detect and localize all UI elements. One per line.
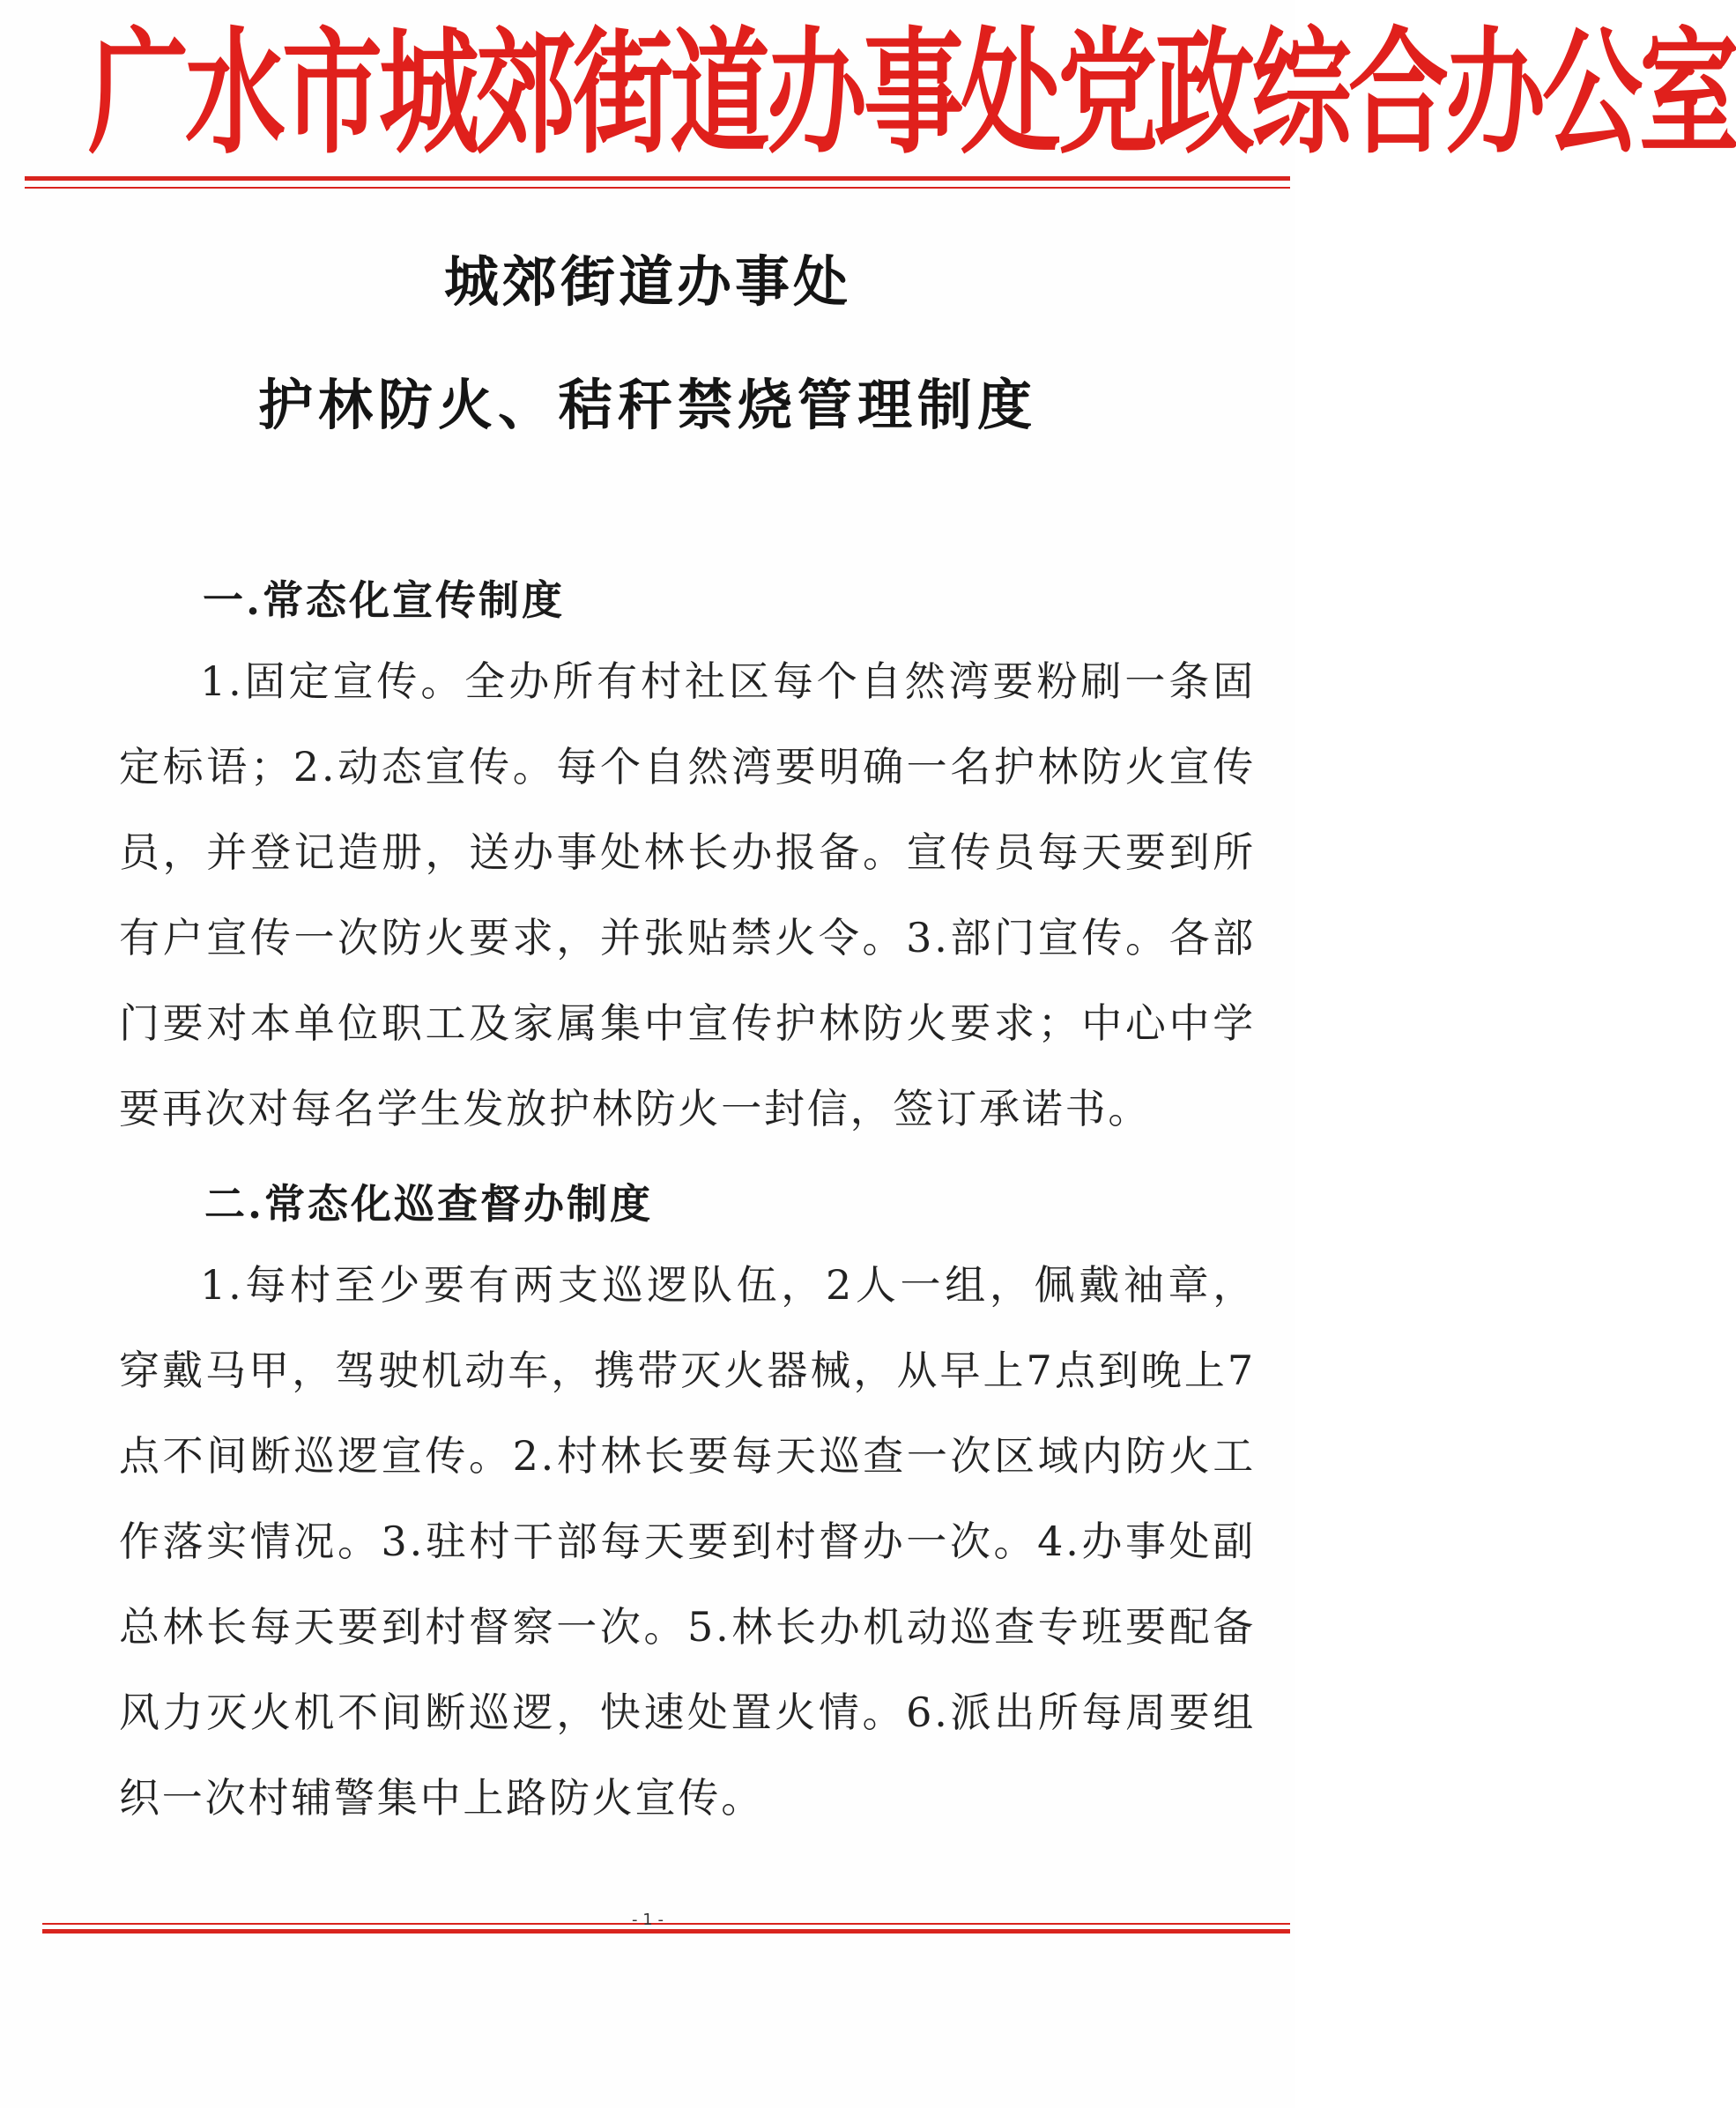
document-title-line1: 城郊街道办事处 bbox=[443, 249, 851, 314]
footer-red-rule-thick bbox=[42, 1929, 1290, 1934]
letterhead-red-rule-thin bbox=[25, 187, 1290, 189]
document-title-line2: 护林防火、秸秆禁烧管理制度 bbox=[257, 373, 1037, 437]
letterhead-red-rule-thick bbox=[25, 176, 1290, 181]
section-body-patrol: 1.每村至少要有两支巡逻队伍，2人一组，佩戴袖章，穿戴马甲，驾驶机动车，携带灭火器械，从早上7点到晚上7点不间断巡逻宣传。2.村林长要每天巡查一次区域内防火工作落实情况。3.驻村干部每天要到村督办一次。4.办事处副总林长每天要到村督察一次。5.林长办机动巡查专班要配备风力灭火机不间断巡逻，快速处置火情。6.派出所每周要组织一次村辅警集中上路防火宣传。 bbox=[119, 1261, 1256, 1822]
letterhead-title: 广水市城郊街道办事处党政综合办公室 bbox=[88, 12, 1736, 173]
page-number: - 1 - bbox=[632, 1911, 664, 1929]
section-body-publicity: 1.固定宣传。全办所有村社区每个自然湾要粉刷一条固定标语；2.动态宣传。每个自然湾要明确一名护林防火宣传员，并登记造册，送办事处林长办报备。宣传员每天要到所有户宣传一次防火要求，并张贴禁火令。3.部门宣传。各部门要对本单位职工及家属集中宣传护林防火要求；中心中学要再次对每名学生发放护林防火一封信，签订承诺书。 bbox=[119, 657, 1256, 1132]
section-heading-patrol: 二.常态化巡查督办制度 bbox=[204, 1180, 654, 1228]
section-heading-publicity: 一.常态化宣传制度 bbox=[203, 576, 566, 624]
